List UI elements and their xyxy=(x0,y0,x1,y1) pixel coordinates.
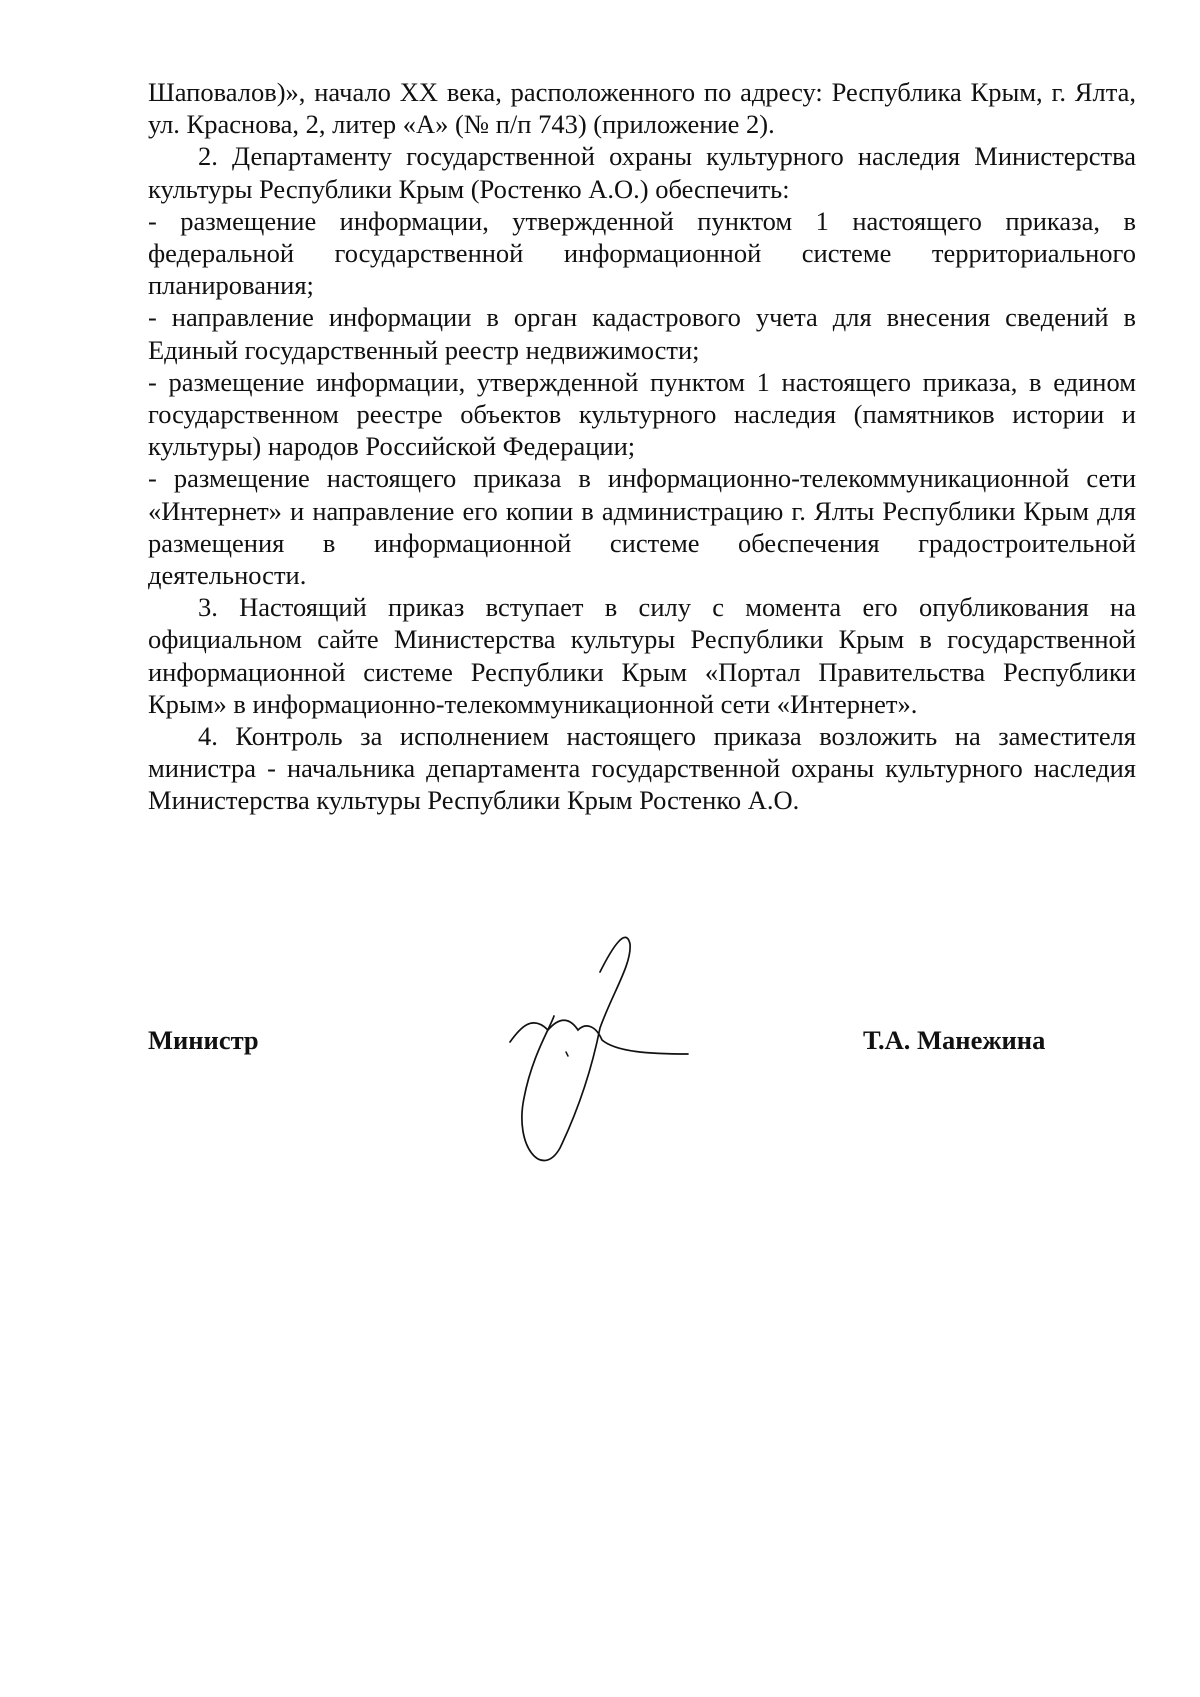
paragraph-item-4: 4. Контроль за исполнением настоящего приказа возложить на заместителя министра - начальника департамента государственной охраны культурного наследия Министерства культуры Республики Крым Ростенко А.О. xyxy=(148,721,1136,816)
bullet-item-1: - размещение информации, утвержденной пунктом 1 настоящего приказа, в федеральной государственной информационной системе территориального планирования; xyxy=(148,205,1136,301)
bullet-item-2: - направление информации в орган кадастрового учета для внесения сведений в Единый государственный реестр недвижимости; xyxy=(148,302,1136,365)
document-body xyxy=(148,76,1136,817)
signature-stroke xyxy=(566,1052,568,1056)
handwritten-signature xyxy=(508,930,718,1190)
bullet-item-3: - размещение информации, утвержденной пунктом 1 настоящего приказа, в едином государственном реестре объектов культурного наследия (памятников истории и культуры) народов Российской Федерации; xyxy=(148,366,1136,462)
signature-stroke xyxy=(510,1020,688,1054)
bullet-item-4: - размещение настоящего приказа в информационно-телекоммуникационной сети «Интернет» и направление его копии в администрацию г. Ялты Республики Крым для размещения в информационной системе обеспечения градостроительной деятельности. xyxy=(148,463,1136,591)
paragraph-item-3: 3. Настоящий приказ вступает в силу с момента его опубликования на официальном сайте Министерства культуры Республики Крым в государственной информационной системе Республики Крым «Портал Правительства Республики Крым» в информационно-телекоммуникационной сети «Интернет». xyxy=(148,592,1136,719)
signature-stroke xyxy=(522,937,630,1160)
paragraph-item-2: 2. Департаменту государственной охраны культурного наследия Министерства культуры Республики Крым (Ростенко А.О.) обеспечить: xyxy=(148,141,1136,204)
signatory-name: Т.А. Манежина xyxy=(863,1025,1046,1055)
signatory-title: Министр xyxy=(148,1025,259,1055)
paragraph-continuation: Шаповалов)», начало XX века, расположенного по адресу: Республика Крым, г. Ялта, ул. Краснова, 2, литер «А» (№ п/п 743) (приложение 2). xyxy=(148,77,1136,140)
